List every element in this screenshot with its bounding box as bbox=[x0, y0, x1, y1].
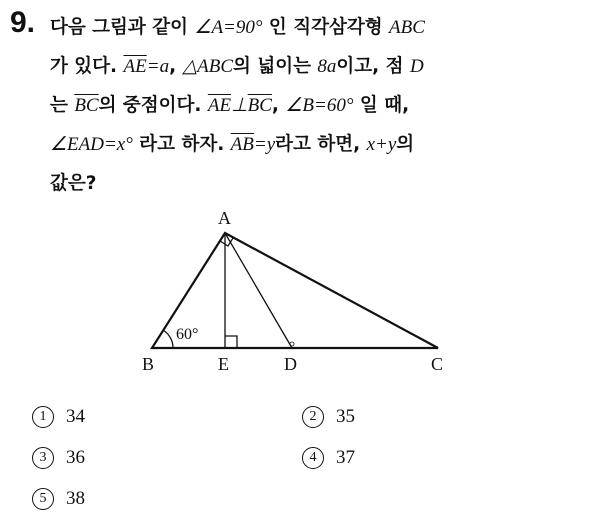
question-line-4 bbox=[50, 125, 590, 164]
math-segment-ab: $\overline{AB}$ bbox=[230, 134, 254, 155]
math-var-a: a bbox=[159, 56, 170, 77]
choice-value: 37 bbox=[336, 446, 355, 468]
text-segment: 의 bbox=[396, 134, 415, 155]
answer-choices bbox=[32, 396, 592, 519]
midpoint-mark-d bbox=[290, 342, 294, 346]
choice-row bbox=[32, 478, 592, 519]
choice-number: 1 bbox=[32, 406, 54, 428]
text-segment: , bbox=[169, 56, 183, 77]
text-segment: 가 있다. bbox=[50, 56, 124, 77]
question-line-2 bbox=[50, 47, 590, 86]
math-angle-ead: ∠EAD=x° bbox=[50, 134, 133, 155]
text-segment: 값은? bbox=[50, 173, 97, 194]
text-segment: , bbox=[271, 95, 286, 116]
math-segment-ae: $\overline{AE}$ bbox=[123, 56, 147, 77]
label-a: A bbox=[218, 208, 231, 228]
question-line-1 bbox=[50, 8, 590, 47]
math-segment-bc: $\overline{BC}$ bbox=[247, 95, 272, 116]
math-var-y: y bbox=[266, 134, 276, 155]
choice-number: 5 bbox=[32, 488, 54, 510]
choice-row bbox=[32, 437, 592, 478]
choice-4[interactable] bbox=[302, 447, 572, 469]
math-perp: ⊥ bbox=[231, 95, 248, 116]
label-e: E bbox=[218, 354, 229, 374]
angle-arc-b bbox=[163, 330, 173, 348]
math-equals: = bbox=[253, 134, 267, 155]
choice-value: 35 bbox=[336, 405, 355, 427]
angle-label-b: 60° bbox=[176, 326, 199, 343]
math-x-plus-y: x+y bbox=[366, 134, 397, 155]
text-segment: 인 직각삼각형 bbox=[262, 17, 390, 38]
text-segment: 는 bbox=[50, 95, 75, 116]
question-number: 9. bbox=[10, 6, 36, 39]
text-segment: 라고 하면, bbox=[275, 134, 367, 155]
math-area: 8a bbox=[317, 56, 337, 77]
math-equals: = bbox=[146, 56, 160, 77]
text-segment: 의 중점이다. bbox=[98, 95, 208, 116]
choice-5[interactable] bbox=[32, 488, 302, 510]
text-segment: 이고, 점 bbox=[336, 56, 410, 77]
label-d: D bbox=[284, 354, 297, 374]
text-segment: 일 때, bbox=[353, 95, 410, 116]
math-angle-a: ∠A=90° bbox=[194, 17, 263, 38]
triangle-figure bbox=[140, 208, 450, 378]
question-text bbox=[50, 8, 590, 203]
question-line-5 bbox=[50, 164, 590, 203]
math-segment-ae: $\overline{AE}$ bbox=[207, 95, 232, 116]
choice-3[interactable] bbox=[32, 447, 302, 469]
right-angle-mark-e bbox=[225, 336, 237, 348]
choice-2[interactable] bbox=[302, 406, 572, 428]
choice-value: 34 bbox=[66, 405, 85, 427]
math-segment-bc: $\overline{BC}$ bbox=[74, 95, 99, 116]
choice-number: 3 bbox=[32, 447, 54, 469]
text-segment: 다음 그림과 같이 bbox=[50, 17, 195, 38]
math-triangle-abc: ABC bbox=[389, 17, 425, 38]
question-line-3 bbox=[50, 86, 590, 125]
label-b: B bbox=[142, 354, 155, 374]
choice-value: 36 bbox=[66, 446, 85, 468]
choice-row bbox=[32, 396, 592, 437]
choice-1[interactable] bbox=[32, 406, 302, 428]
text-segment: 라고 하자. bbox=[132, 134, 231, 155]
choice-number: 2 bbox=[302, 406, 324, 428]
label-c: C bbox=[431, 354, 444, 374]
choice-value: 38 bbox=[66, 487, 85, 509]
math-point-d: D bbox=[409, 56, 424, 77]
math-triangle-symbol: △ABC bbox=[182, 56, 234, 77]
choice-number: 4 bbox=[302, 447, 324, 469]
math-angle-b: ∠B=60° bbox=[285, 95, 354, 116]
text-segment: 의 넓이는 bbox=[233, 56, 318, 77]
